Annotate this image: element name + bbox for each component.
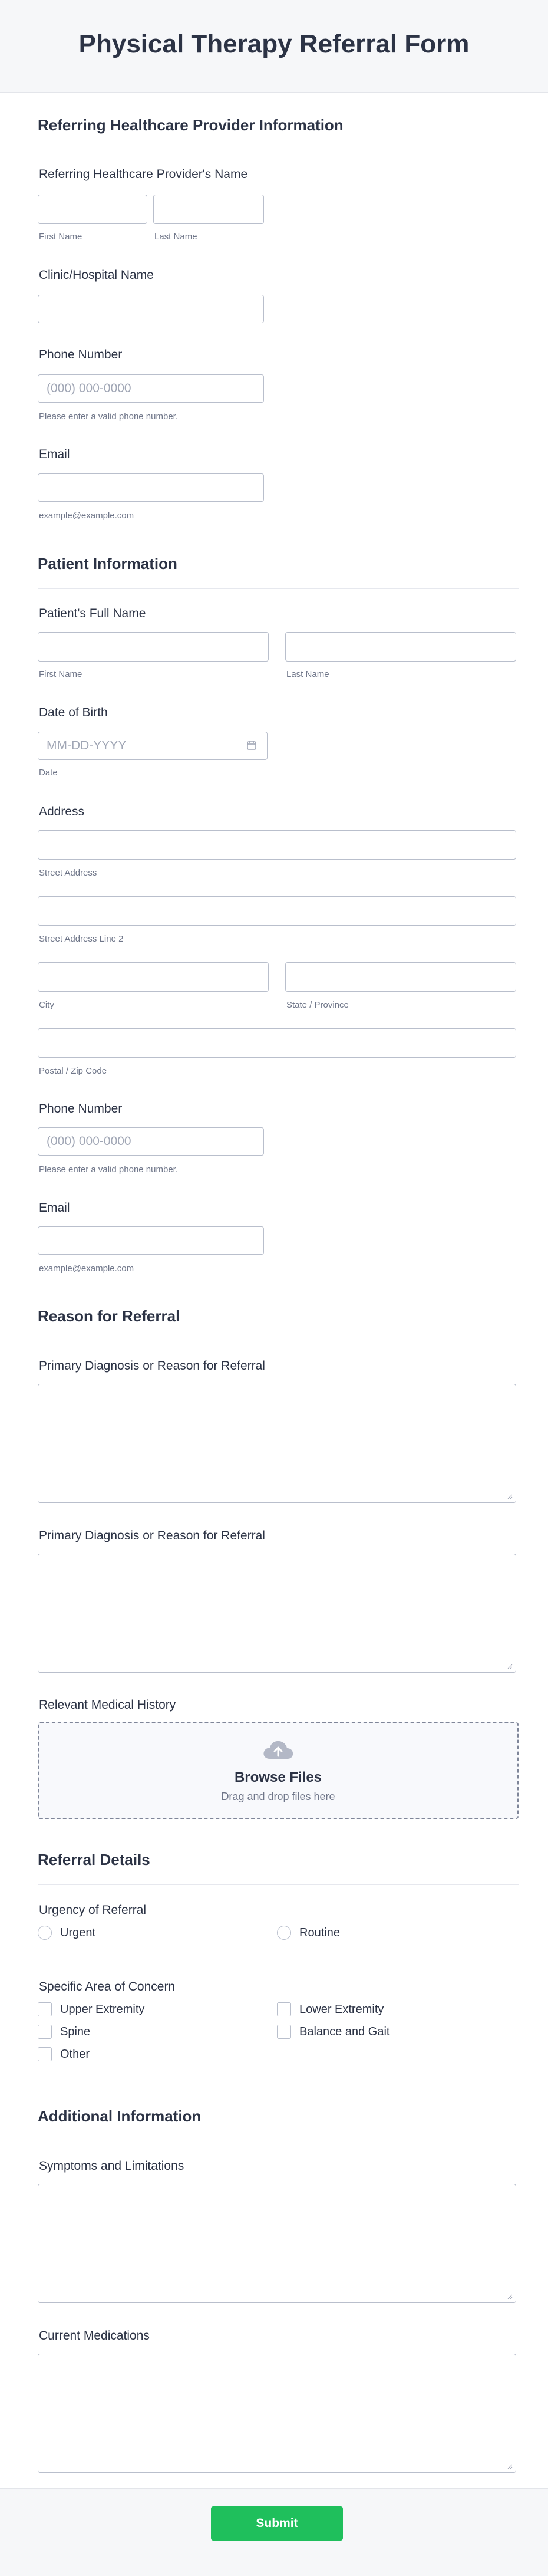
- symptoms-label: Symptoms and Limitations: [39, 2159, 184, 2173]
- checkbox-label: Other: [60, 2047, 90, 2061]
- resize-handle-icon[interactable]: [507, 1493, 513, 1499]
- state-sublabel: State / Province: [286, 1000, 349, 1010]
- form-header: [0, 0, 548, 93]
- street-address-input[interactable]: [38, 830, 516, 860]
- provider-last-name-input[interactable]: [153, 195, 264, 224]
- patient-phone-input[interactable]: [38, 1127, 264, 1156]
- patient-first-name-sublabel: First Name: [39, 669, 82, 679]
- checkbox-box[interactable]: [277, 2025, 291, 2039]
- patient-last-name-sublabel: Last Name: [286, 669, 329, 679]
- dob-sublabel: Date: [39, 768, 58, 778]
- zip-input[interactable]: [38, 1028, 516, 1058]
- drag-drop-hint: Drag and drop files here: [221, 1791, 335, 1802]
- patient-last-name-input[interactable]: [285, 632, 516, 662]
- provider-phone-input[interactable]: [38, 374, 264, 403]
- checkbox-box[interactable]: [38, 2002, 52, 2016]
- section-divider: [38, 588, 519, 589]
- checkbox-spine[interactable]: [38, 2025, 90, 2039]
- checkbox-label: Upper Extremity: [60, 2002, 145, 2016]
- checkbox-balance-gait[interactable]: [277, 2025, 389, 2039]
- section-title-reason: Reason for Referral: [38, 1307, 180, 1325]
- checkbox-box[interactable]: [38, 2025, 52, 2039]
- checkbox-upper-extremity[interactable]: [38, 2002, 144, 2016]
- browse-files-label[interactable]: Browse Files: [234, 1769, 322, 1785]
- section-title-details: Referral Details: [38, 1851, 150, 1868]
- submit-button[interactable]: Submit: [211, 2506, 343, 2541]
- diagnosis1-label: Primary Diagnosis or Reason for Referral: [39, 1359, 265, 1373]
- checkbox-box[interactable]: [277, 2002, 291, 2016]
- radio-option-label: Urgent: [60, 1926, 96, 1939]
- zip-sublabel: Postal / Zip Code: [39, 1066, 107, 1076]
- diagnosis2-textarea[interactable]: [38, 1554, 516, 1673]
- state-input[interactable]: [285, 962, 516, 992]
- section-title-provider: Referring Healthcare Provider Information: [38, 116, 344, 134]
- provider-last-name-sublabel: Last Name: [154, 232, 197, 242]
- resize-handle-icon[interactable]: [507, 1663, 513, 1669]
- symptoms-textarea[interactable]: [38, 2184, 516, 2303]
- address-label: Address: [39, 805, 85, 818]
- radio-circle[interactable]: [38, 1926, 52, 1940]
- checkbox-label: Lower Extremity: [299, 2002, 384, 2016]
- street-address-line2-sublabel: Street Address Line 2: [39, 934, 124, 944]
- radio-option-routine[interactable]: [277, 1926, 340, 1940]
- file-upload-dropzone[interactable]: [38, 1722, 519, 1819]
- checkbox-other[interactable]: [38, 2047, 90, 2061]
- provider-first-name-sublabel: First Name: [39, 232, 82, 242]
- medications-textarea[interactable]: [38, 2354, 516, 2473]
- patient-email-sublabel: example@example.com: [39, 1264, 134, 1274]
- diagnosis1-textarea[interactable]: [38, 1384, 516, 1503]
- city-sublabel: City: [39, 1000, 54, 1010]
- medical-history-label: Relevant Medical History: [39, 1698, 176, 1712]
- patient-name-label: Patient's Full Name: [39, 607, 146, 620]
- radio-option-label: Routine: [299, 1926, 340, 1939]
- section-title-patient: Patient Information: [38, 555, 177, 573]
- diagnosis2-label: Primary Diagnosis or Reason for Referral: [39, 1529, 265, 1542]
- patient-email-label: Email: [39, 1201, 70, 1215]
- section-title-additional: Additional Information: [38, 2107, 202, 2125]
- street-address-sublabel: Street Address: [39, 868, 97, 878]
- resize-handle-icon[interactable]: [507, 2294, 513, 2299]
- dob-input[interactable]: [38, 732, 268, 760]
- patient-phone-label: Phone Number: [39, 1102, 123, 1116]
- checkbox-box[interactable]: [38, 2047, 52, 2061]
- resize-handle-icon[interactable]: [507, 2463, 513, 2469]
- patient-email-input[interactable]: [38, 1226, 264, 1255]
- city-input[interactable]: [38, 962, 269, 992]
- provider-email-sublabel: example@example.com: [39, 511, 134, 521]
- medications-label: Current Medications: [39, 2329, 150, 2343]
- clinic-name-input[interactable]: [38, 295, 264, 323]
- clinic-name-label: Clinic/Hospital Name: [39, 268, 154, 282]
- provider-first-name-input[interactable]: [38, 195, 147, 224]
- checkbox-label: Balance and Gait: [299, 2025, 390, 2038]
- urgency-label: Urgency of Referral: [39, 1903, 147, 1917]
- patient-first-name-input[interactable]: [38, 632, 269, 662]
- street-address-line2-input[interactable]: [38, 896, 516, 926]
- area-concern-label: Specific Area of Concern: [39, 1980, 176, 1993]
- provider-name-label: Referring Healthcare Provider's Name: [39, 167, 248, 181]
- section-divider: [38, 1884, 519, 1885]
- dob-label: Date of Birth: [39, 706, 108, 719]
- patient-phone-sublabel: Please enter a valid phone number.: [39, 1164, 178, 1175]
- radio-circle[interactable]: [277, 1926, 291, 1940]
- checkbox-lower-extremity[interactable]: [277, 2002, 384, 2016]
- provider-email-label: Email: [39, 448, 70, 461]
- calendar-icon[interactable]: [246, 740, 257, 751]
- provider-phone-sublabel: Please enter a valid phone number.: [39, 412, 178, 422]
- checkbox-label: Spine: [60, 2025, 91, 2038]
- provider-phone-label: Phone Number: [39, 348, 123, 361]
- form-title: Physical Therapy Referral Form: [78, 29, 470, 58]
- radio-option-urgent[interactable]: [38, 1926, 95, 1940]
- provider-email-input[interactable]: [38, 473, 264, 502]
- cloud-upload-icon: [262, 1738, 295, 1761]
